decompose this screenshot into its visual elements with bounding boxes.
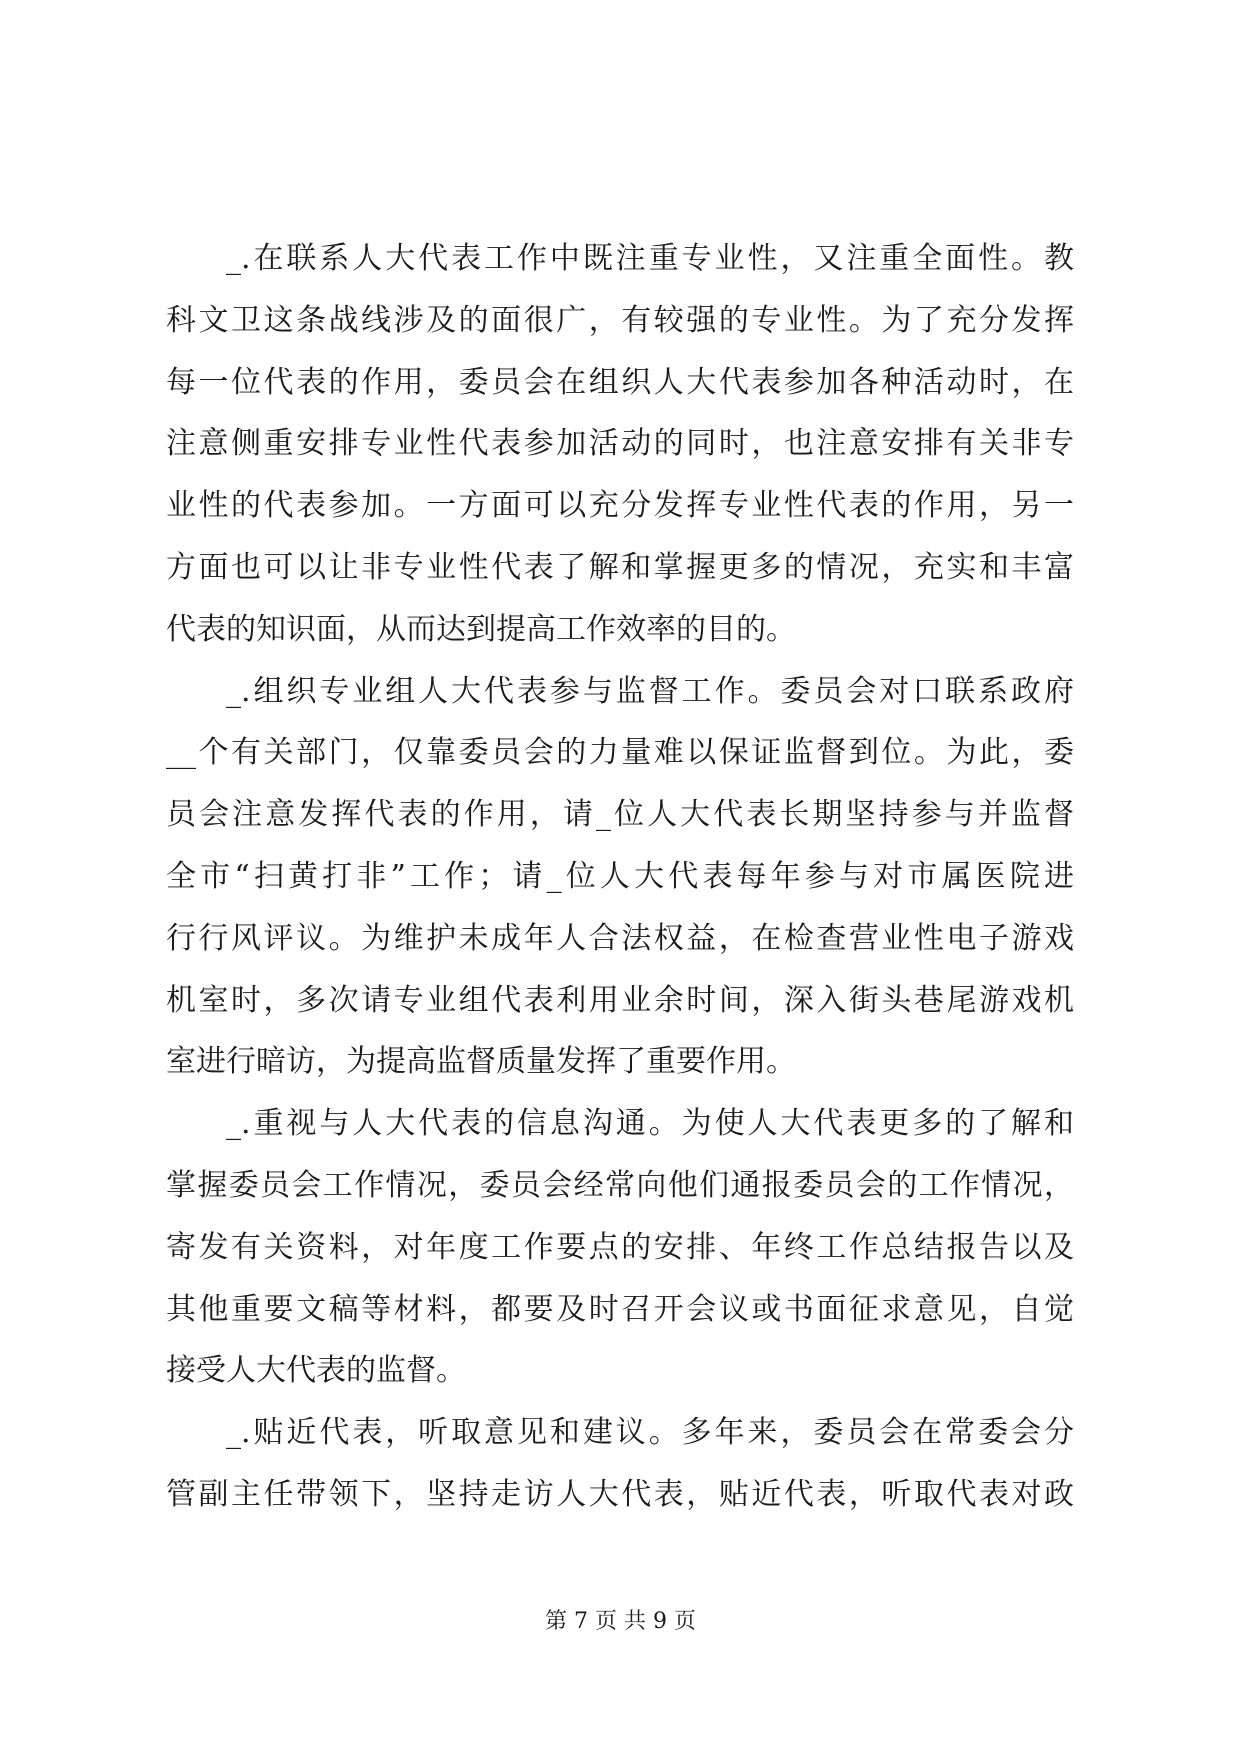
text-line: 代表的知识面，从而达到提高工作效率的目的。 [166, 611, 796, 647]
text-line: _.重视与人大代表的信息沟通。为使人大代表更多的了解和 [226, 1106, 1074, 1142]
text-line: _.组织专业组人大代表参与监督工作。委员会对口联系政府 [226, 673, 1074, 709]
text-line: _.贴近代表，听取意见和建议。多年来，委员会在常委会分 [226, 1415, 1074, 1451]
paragraph-1 [166, 228, 1074, 661]
text-line: 机室时，多次请专业组代表利用业余时间，深入街头巷尾游戏机 [166, 982, 1074, 1018]
page-number-footer: 第 7 页 共 9 页 [545, 1609, 696, 1634]
text-line: 业性的代表参加。一方面可以充分发挥专业性代表的作用，另一 [166, 488, 1074, 524]
text-line: 其他重要文稿等材料，都要及时召开会议或书面征求意见，自觉 [166, 1291, 1074, 1327]
text-line: _.在联系人大代表工作中既注重专业性，又注重全面性。教 [226, 241, 1074, 276]
text-line: 行行风评议。为维护未成年人合法权益，在检查营业性电子游戏 [166, 920, 1074, 956]
text-line: __个有关部门，仅靠委员会的力量难以保证监督到位。为此，委 [166, 735, 1074, 771]
text-line: 室进行暗访，为提高监督质量发挥了重要作用。 [166, 1044, 796, 1080]
text-line: 管副主任带领下，坚持走访人大代表，贴近代表，听取代表对政 [166, 1476, 1074, 1512]
text-line: 寄发有关资料，对年度工作要点的安排、年终工作总结报告以及 [166, 1229, 1074, 1265]
text-line: 方面也可以让非专业性代表了解和掌握更多的情况，充实和丰富 [166, 549, 1074, 585]
text-line: 科文卫这条战线涉及的面很广，有较强的专业性。为了充分发挥 [166, 302, 1074, 338]
text-line: 员会注意发挥代表的作用，请_位人大代表长期坚持参与并监督 [166, 797, 1074, 833]
text-line: 每一位代表的作用，委员会在组织人大代表参加各种活动时，在 [166, 364, 1074, 400]
text-line: 全市“扫黄打非”工作；请_位人大代表每年参与对市属医院进 [166, 858, 1074, 894]
paragraph-4 [166, 1402, 1074, 1526]
body-text [166, 228, 1074, 1526]
text-line: 注意侧重安排专业性代表参加活动的同时，也注意安排有关非专 [166, 426, 1074, 462]
text-line: 接受人大代表的监督。 [166, 1353, 466, 1389]
paragraph-3 [166, 1093, 1074, 1402]
text-line: 掌握委员会工作情况，委员会经常向他们通报委员会的工作情况， [166, 1167, 1074, 1203]
paragraph-2 [166, 661, 1074, 1094]
